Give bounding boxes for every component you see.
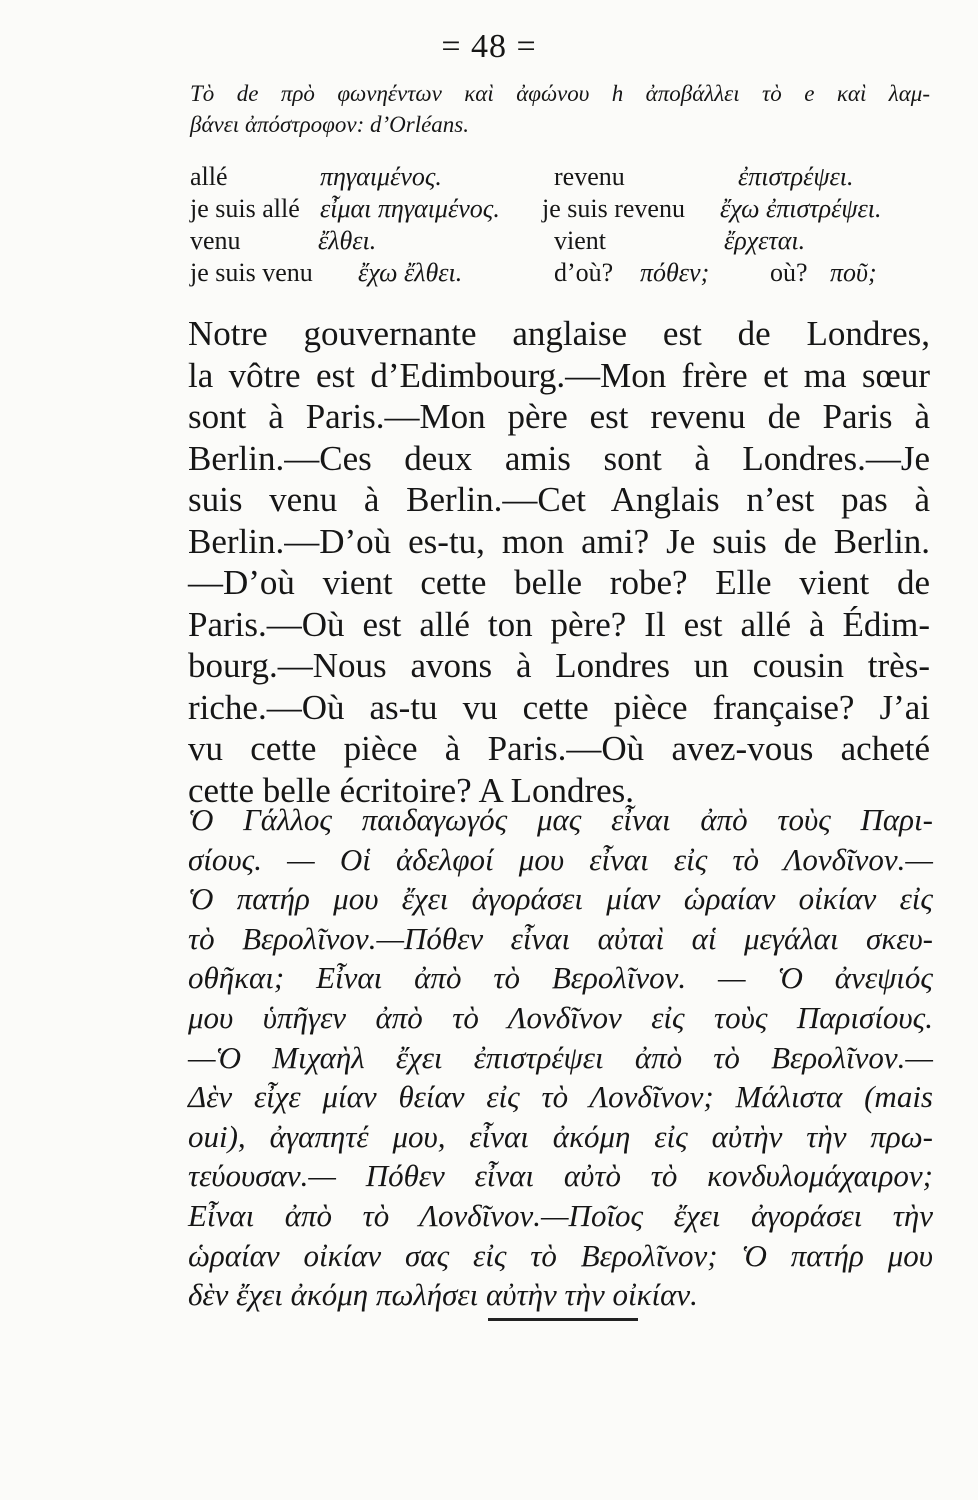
text-line: —D’où vient cette belle robe? Elle vient de	[188, 563, 930, 602]
note-line: Τὸ de πρὸ φωνηέντων καὶ ἀφώνου h ἀποβάλλει τὸ e καὶ λαμ-	[190, 81, 930, 106]
text-line: Berlin.—Ces deux amis sont à Londres.—Je	[188, 438, 930, 478]
text-line: cette belle écritoire? A Londres.	[188, 770, 635, 810]
vocab-gr: εἶμαι πηγαιμένος.	[320, 194, 500, 223]
vocab-fr: je suis revenu	[542, 194, 685, 223]
text-line: sont à Paris.—Mon père est revenu de Paris à	[188, 397, 930, 436]
vocab-fr: je suis allé	[190, 194, 300, 223]
vocab-fr: vient	[554, 226, 606, 255]
vocabulary-list	[190, 160, 930, 292]
end-rule-divider	[488, 1318, 638, 1321]
text-line: τὸ Βερολῖνον.—Πόθεν εἶναι αὐταὶ αἱ μεγάλαι σκευ-	[188, 920, 933, 956]
text-line: Paris.—Où est allé ton père? Il est allé à Édim-	[188, 604, 930, 644]
vocab-fr: je suis venu	[190, 258, 313, 287]
text-line: μου ὑπῆγεν ἀπὸ τὸ Λονδῖνον εἰς τοὺς Παρισίους.	[188, 999, 933, 1035]
vocab-fr: allé	[190, 162, 228, 191]
vocab-gr: πηγαιμένος.	[320, 162, 442, 191]
french-exercise	[188, 313, 930, 811]
vocab-gr: ποῦ;	[830, 258, 877, 287]
text-line: Δὲν εἶχε μίαν θείαν εἰς τὸ Λονδῖνον; Μάλιστα (mais	[188, 1079, 933, 1115]
page-number: = 48 =	[441, 28, 537, 65]
text-line: τεύουσαν.— Πόθεν εἶναι αὐτὸ τὸ κονδυλομάχαιρον;	[188, 1158, 933, 1194]
text-line: Berlin.—D’où es-tu, mon ami? Je suis de Berlin.	[188, 521, 930, 561]
text-line: suis venu à Berlin.—Cet Anglais n’est pas à	[188, 480, 930, 519]
vocab-gr: ἐπιστρέψει.	[738, 162, 854, 191]
vocab-gr: πόθεν;	[640, 258, 710, 287]
text-line: Εἶναι ἀπὸ τὸ Λονδῖνον.—Ποῖος ἔχει ἀγοράσει τὴν	[188, 1197, 933, 1233]
text-line: —Ὁ Μιχαὴλ ἔχει ἐπιστρέψει ἀπὸ τὸ Βερολῖνον.—	[188, 1039, 933, 1075]
text-line: oui), ἀγαπητέ μου, εἶναι ἀκόμη εἰς αὐτὴν τὴν πρω-	[188, 1118, 933, 1154]
text-line: δὲν ἔχει ἀκόμη πωλήσει αὐτὴν τὴν οἰκίαν.	[188, 1277, 698, 1313]
text-line: Notre gouvernante anglaise est de Londres,	[188, 314, 930, 353]
text-line: la vôtre est d’Edimbourg.—Mon frère et ma sœur	[188, 355, 930, 395]
note-line: βάνει ἀπόστροφον: d’Orléans.	[190, 112, 470, 137]
vocab-fr: revenu	[554, 162, 625, 191]
text-line: ὡραίαν οἰκίαν σας εἰς τὸ Βερολῖνον; Ὁ πατήρ μου	[188, 1237, 933, 1273]
greek-exercise	[188, 800, 933, 1315]
text-line: σίους. — Οἱ ἀδελφοί μου εἶναι εἰς τὸ Λονδῖνον.—	[188, 841, 933, 877]
text-line: οθῆκαι; Εἶναι ἀπὸ τὸ Βερολῖνον. — Ὁ ἀνεψιός	[188, 960, 933, 996]
elision-note	[190, 78, 930, 140]
vocab-fr: d’où?	[554, 258, 614, 287]
vocab-fr: où?	[770, 258, 808, 287]
text-line: vu cette pièce à Paris.—Où avez-vous acheté	[188, 729, 930, 768]
vocab-gr: ἔρχεται.	[724, 226, 806, 255]
vocab-gr: ἔλθει.	[318, 226, 377, 255]
text-line: Ὁ πατήρ μου ἔχει ἀγοράσει μίαν ὡραίαν οἰκίαν εἰς	[188, 881, 933, 917]
text-line: bourg.—Nous avons à Londres un cousin très-	[188, 646, 930, 685]
text-line: Ὁ Γάλλος παιδαγωγός μας εἶναι ἀπὸ τοὺς Παρι-	[188, 802, 933, 837]
vocab-gr: ἔχω ἔλθει.	[358, 258, 463, 287]
vocab-fr: venu	[190, 226, 241, 255]
text-line: riche.—Où as-tu vu cette pièce française? J’ai	[188, 687, 930, 727]
vocab-gr: ἔχω ἐπιστρέψει.	[720, 194, 882, 223]
